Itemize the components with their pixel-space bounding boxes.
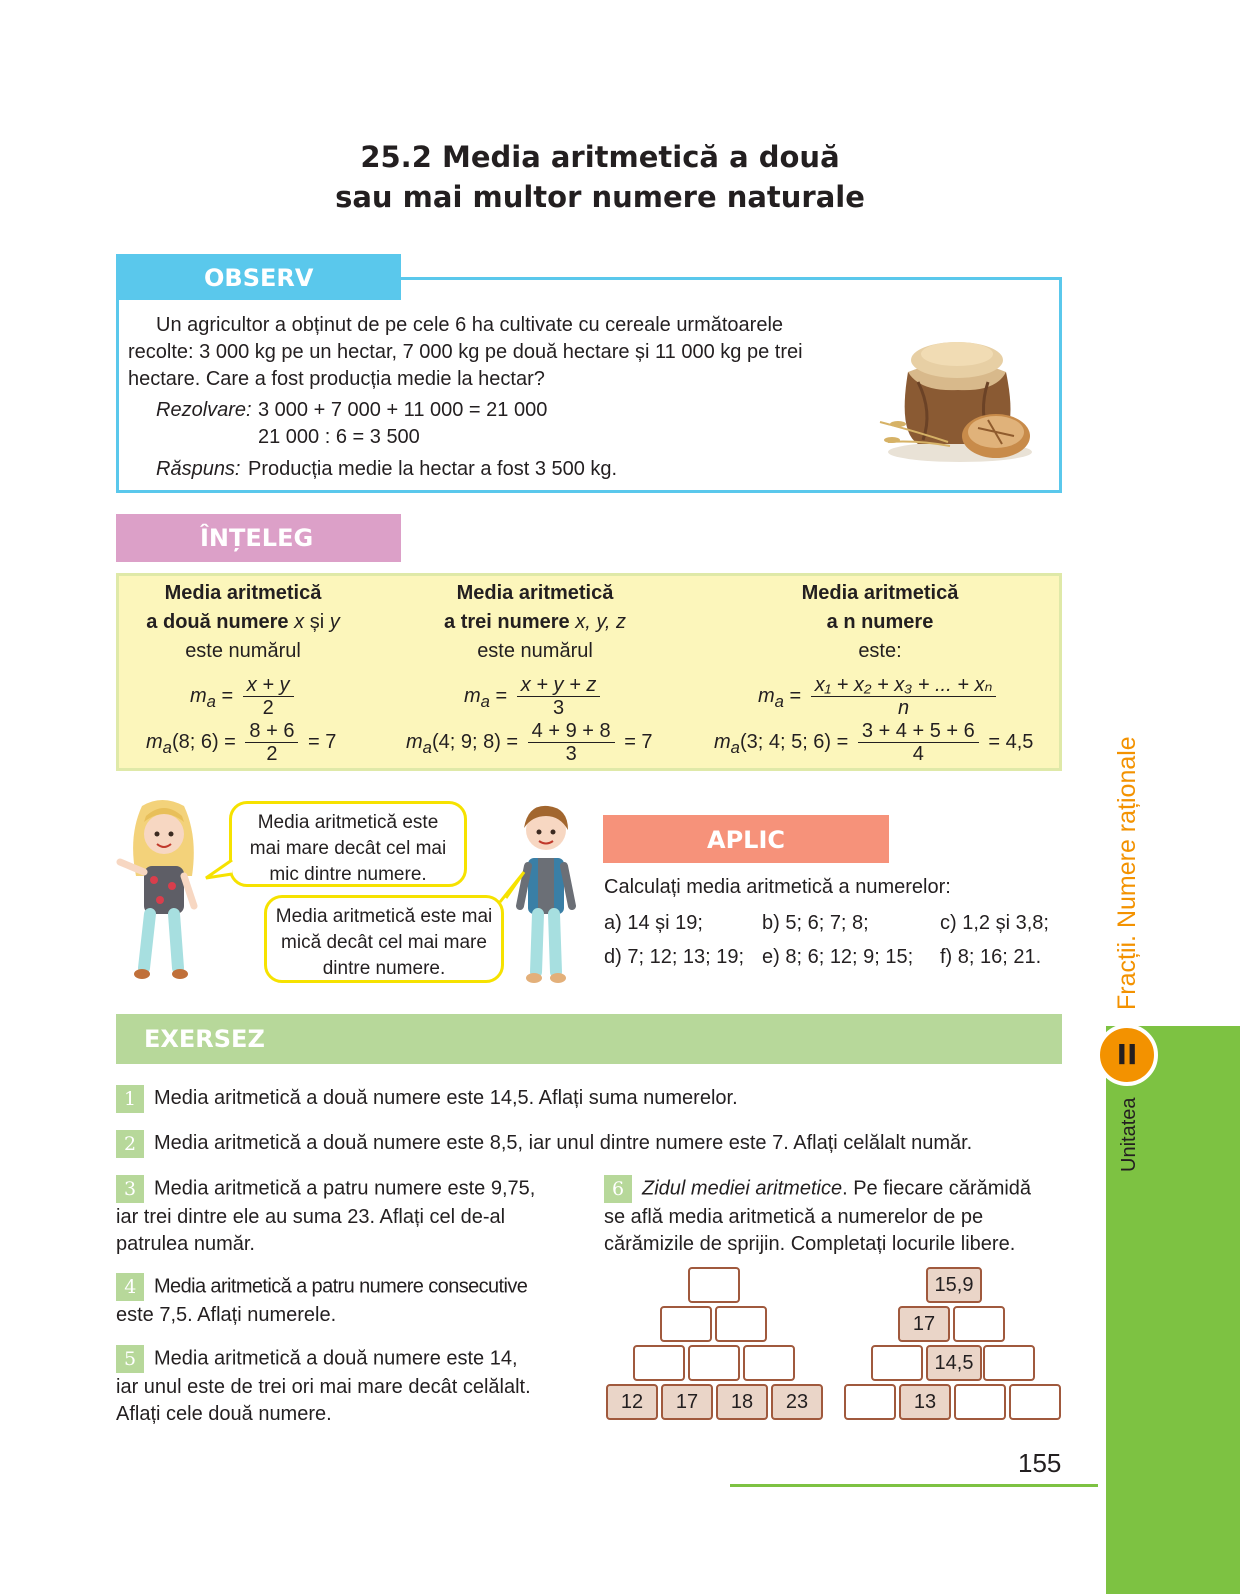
exercise-5-line2: iar unul este de trei ori mai mare decât celălalt.: [116, 1376, 531, 1398]
boy-bubble-tail: [498, 868, 528, 904]
page-title-line1: 25.2 Media aritmetică a două: [360, 140, 840, 174]
solution-line2: 21 000 : 6 = 3 500: [258, 426, 420, 448]
brick-empty[interactable]: [688, 1267, 740, 1303]
aplic-item-c: c) 1,2 și 3,8;: [940, 912, 1049, 934]
brick-empty[interactable]: [715, 1306, 767, 1342]
inteleg-col1-example: $m_a(8$; 6) = $\frac{8 + 6}{2}$ = 7: [146, 720, 337, 765]
brick-empty[interactable]: [983, 1345, 1035, 1381]
observ-problem-line3: hectare. Care a fost producția medie la hectar?: [128, 368, 545, 390]
exercise-3: 3 Media aritmetică a patru numere este 9,75,: [116, 1175, 586, 1203]
solution-label: Rezolvare:: [156, 399, 252, 421]
girl-illustration: [112, 796, 212, 986]
inteleg-col2-example: $m_a(4$; 9; 8) = $\frac{4 + 9 + 8}{3}$ = 7: [406, 720, 653, 765]
inteleg-col3-line1: Media aritmetică: [801, 582, 959, 604]
brick-empty[interactable]: [953, 1306, 1005, 1342]
unit-badge: II: [1096, 1024, 1158, 1086]
exercise-number: 1: [116, 1085, 144, 1113]
exercise-3-line3: patrulea număr.: [116, 1233, 255, 1255]
observ-problem-line1: Un agricultor a obținut de pe cele 6 ha cultivate cu cereale următoarele: [156, 314, 784, 336]
brick-empty[interactable]: [660, 1306, 712, 1342]
inteleg-col3-line2: a n numere: [826, 611, 934, 633]
brick-empty[interactable]: [1009, 1384, 1061, 1420]
exercise-number: 6: [604, 1175, 632, 1203]
inteleg-col3-formula: $m_a$ = $\frac{\text{x₁ + x₂ + x₃ + ... + xₙ}}{n}$: [758, 674, 1000, 719]
inteleg-col3-example: $m_a(3$; 4; 5; 6) = $\frac{3 + 4 + 5 + 6}{4}$ = 4,5: [714, 720, 1034, 765]
brick-value: 23: [771, 1384, 823, 1420]
girl-speech-bubble: Media aritmetică este mai mare decât cel mai mic dintre numere.: [229, 801, 467, 887]
brick-value: 15,9: [926, 1267, 982, 1303]
aplic-item-a: a) 14 și 19;: [604, 912, 703, 934]
inteleg-col1-line3: este numărul: [185, 640, 301, 662]
bottom-rule: [730, 1484, 1102, 1487]
inteleg-col1-line1: Media aritmetică: [164, 582, 322, 604]
exercise-4: 4 Media aritmetică a patru numere consecutive: [116, 1273, 586, 1301]
exercise-number: 2: [116, 1130, 144, 1158]
exercise-2: 2 Media aritmetică a două numere este 8,5, iar unul dintre numere este 7. Aflați celălalt număr.: [116, 1128, 1076, 1158]
inteleg-col1-formula: $m_a$ = $\frac{x + y}{2}$: [190, 674, 298, 719]
inteleg-col2-line3: este numărul: [477, 640, 593, 662]
exersez-header: EXERSEZ: [116, 1014, 1062, 1064]
exercise-6: 6 Zidul mediei aritmetice. Pe fiecare cărămidă: [604, 1175, 1074, 1203]
answer-text: Producția medie la hectar a fost 3 500 kg.: [248, 458, 618, 480]
aplic-item-b: b) 5; 6; 7; 8;: [762, 912, 869, 934]
grain-sack-illustration: [878, 312, 1038, 472]
exercise-number: 3: [116, 1175, 144, 1203]
aplic-header: APLIC: [603, 815, 889, 863]
exercise-3-line2: iar trei dintre ele au suma 23. Aflați cel de-al: [116, 1206, 506, 1228]
exercise-5: 5 Media aritmetică a două numere este 14,: [116, 1345, 586, 1373]
brick-value: 13: [899, 1384, 951, 1420]
observ-problem-line2: recolte: 3 000 kg pe un hectar, 7 000 kg pe două hectare și 11 000 kg pe trei: [128, 341, 803, 363]
aplic-item-d: d) 7; 12; 13; 19;: [604, 946, 745, 968]
page-title-line2: sau mai multor numere naturale: [335, 180, 865, 214]
answer-label: Răspuns:: [156, 458, 241, 480]
aplic-item-e: e) 8; 6; 12; 9; 15;: [762, 946, 914, 968]
observ-header: OBSERV: [116, 254, 401, 300]
girl-bubble-tail: [204, 858, 234, 882]
exercise-1: 1 Media aritmetică a două numere este 14,5. Aflați suma numerelor.: [116, 1083, 1076, 1113]
inteleg-col2-formula: $m_a$ = $\frac{x + y + z}{3}$: [464, 674, 604, 719]
boy-speech-bubble: Media aritmetică este mai mică decât cel mai mare dintre numere.: [264, 895, 504, 983]
unit-label: Unitatea: [1118, 1097, 1140, 1172]
brick-value: 17: [898, 1306, 950, 1342]
brick-value: 17: [661, 1384, 713, 1420]
page-number: 155: [1018, 1448, 1062, 1478]
exercise-4-line2: este 7,5. Aflați numerele.: [116, 1304, 337, 1326]
exercise-6-line2: se află media aritmetică a numerelor de pe: [604, 1206, 984, 1228]
exercise-number: 4: [116, 1273, 144, 1301]
brick-value: 12: [606, 1384, 658, 1420]
chapter-title: Fracții. Numere raționale: [1113, 736, 1141, 1010]
brick-empty[interactable]: [844, 1384, 896, 1420]
inteleg-col2-line1: Media aritmetică: [456, 582, 614, 604]
aplic-intro: Calculați media aritmetică a numerelor:: [604, 876, 951, 898]
side-bar-gap: [1098, 1026, 1106, 1594]
inteleg-header: ÎNȚELEG: [116, 514, 401, 562]
inteleg-col1-line2: a două numere x și y: [146, 611, 340, 633]
brick-empty[interactable]: [871, 1345, 923, 1381]
brick-empty[interactable]: [954, 1384, 1006, 1420]
inteleg-col2-line2: a trei numere x, y, z: [444, 611, 626, 633]
brick-value: 18: [716, 1384, 768, 1420]
exercise-number: 5: [116, 1345, 144, 1373]
inteleg-col3-line3: este:: [858, 640, 902, 662]
solution-line1: 3 000 + 7 000 + 11 000 = 21 000: [258, 399, 548, 421]
exercise-5-line3: Aflați cele două numere.: [116, 1403, 332, 1425]
brick-value: 14,5: [926, 1345, 982, 1381]
brick-empty[interactable]: [633, 1345, 685, 1381]
brick-empty[interactable]: [743, 1345, 795, 1381]
brick-empty[interactable]: [688, 1345, 740, 1381]
aplic-item-f: f) 8; 16; 21.: [940, 946, 1042, 968]
exercise-6-line3: cărămizile de sprijin. Completați locurile libere.: [604, 1233, 1016, 1255]
